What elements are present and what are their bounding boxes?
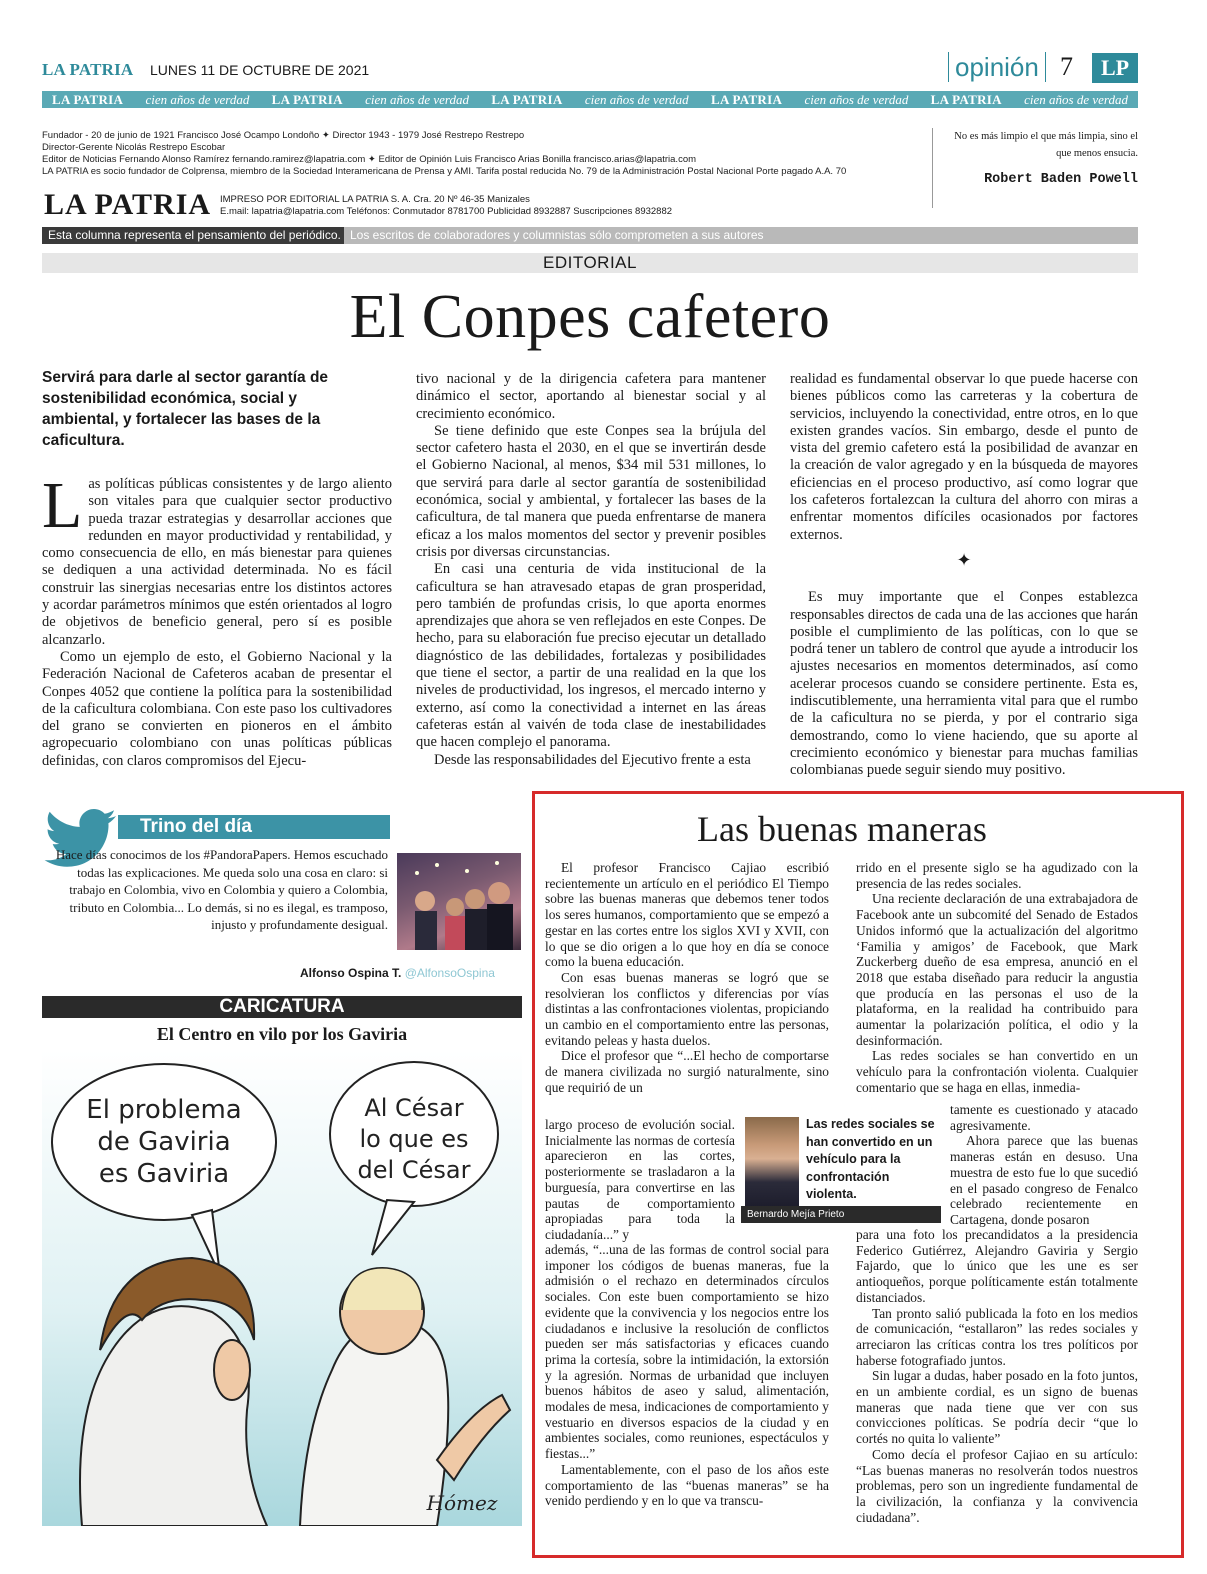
credits-line: Fundador - 20 de junio de 1921 Francisco José Ocampo Londoño ✦ Director 1943 - 1979 José Restrepo Restrepo — [42, 130, 525, 141]
credits-line: Editor de Noticias Fernando Alonso Ramírez fernando.ramirez@lapatria.com ✦ Editor de Opinión Luis Francisco Arias Bonilla francisco.arias@lapatria.com — [42, 154, 697, 165]
quote-author: Robert Baden Powell — [984, 172, 1138, 187]
speech-bubble-left-line: es Gaviria — [98, 1159, 230, 1189]
speech-bubble-right-line: lo que es — [359, 1125, 469, 1153]
masthead-logo: LA PATRIA — [44, 188, 212, 221]
author-byline: Bernardo Mejía Prieto — [741, 1206, 941, 1223]
quote-text: No es más limpio el que más limpia, sino el que menos ensucia. — [954, 131, 1138, 159]
paragraph: Lamentablemente, con el paso de los años este comportamiento de las “buenas maneras” se ha venido perdiendo y en lo que va transcu- — [545, 1461, 829, 1509]
paragraph: Como un ejemplo de esto, el Gobierno Nacional y la Federación Nacional de Cafeteros acaban de presentar el Conpes 4052 que contiene la política para la sostenibilidad de la caficultura colombiana. Con este paso los cultivadores del grano se convierten en pioneros en el ámbito agropecuario colombiano con unas políticas públicas definidas, con claros compromisos del Ejecu- — [42, 648, 392, 769]
editorial-title: El Conpes cafetero — [349, 283, 831, 351]
paragraph: as políticas públicas consistentes y de largo aliento son vitales para que cualquier sector productivo pueda trazar estrategias y desarrollar acciones que redunden en mayor productividad y rentabilidad, y como consecuencia de ello, en más bienestar para quienes se dediquen a una actividad determinada. No es fácil construir las sinergias necesarias entre los distintos actores y acordar parámetros mínimos que estén orientados al logro de objetivos de beneficio general, pero sí es posible alcanzarlo. — [42, 476, 392, 648]
editorial-column-2 — [416, 371, 766, 769]
paragraph: Como decía el profesor Cajiao en su artículo: “Las buenas maneras no resolverán todos nuestros problemas, pero son un ingrediente fundamental de la civilización, la confianza y la convivencia ciudadana”. — [856, 1446, 1138, 1525]
paragraph: Ahora parece que las buenas maneras están en desuso. Una muestra de esto fue lo que sucedió en el pasado congreso de Fenalco celebrado recientemente en Cartagena, donde posaron — [950, 1133, 1138, 1227]
imprint-line: E.mail: lapatria@lapatria.com Teléfonos: Conmutador 8781700 Publicidad 8932887 Suscripciones 8932882 — [220, 206, 673, 217]
paragraph: El profesor Francisco Cajiao escribió recientemente un artículo en el periódico El Tiempo sobre las buenas maneras que debemos tener todos los seres humanos, comportamiento que se empezó a gestar en las cortes entre los siglos XVI y XVII, con lo que se dio origen a lo que hoy en día se conoce como la buena educación. — [545, 860, 829, 970]
quote-box — [932, 128, 1138, 208]
imprint-info — [220, 194, 672, 218]
staff-credits — [42, 130, 922, 178]
paragraph: Sin lugar a dudas, haber posado en la foto juntos, en un ambiente cordial, es un signo de buenas maneras que nada tiene que ver con sus convicciones políticas. Se podría decir “que lo cortés no quita lo valiente” — [856, 1368, 1138, 1447]
column-text-2-wrap — [950, 1102, 1138, 1228]
credits-line: Director-Gerente Nicolás Restrepo Escobar — [42, 142, 226, 153]
cartoon-signature: Hómez — [426, 1491, 498, 1515]
column-text-1 — [545, 860, 829, 1096]
paragraph: Es muy importante que el Conpes establezca responsables directos de cada una de las acciones que harán posible el cumplimiento de las políticas, con lo que se podrá tener un tablero de control que ayude a introducir los ajustes necesarios en momentos determinados, así como acelerar procesos cuando se considere pertinente. Esta es, indiscutiblemente, una herramienta vital para que el rumbo de la caficultura no se pierda, y por el contrario siga demostrando, como lo viene haciendo, que su aporte al crecimiento económico y bienestar para muchas familias colombianas puede seguir siendo muy positivo. — [790, 589, 1138, 779]
speech-bubble-left-line: de Gaviria — [97, 1127, 231, 1157]
tagline-text: cien años de verdad — [145, 92, 250, 107]
tagline-text: cien años de verdad — [1024, 92, 1128, 107]
column-text-1-wrap — [545, 1117, 735, 1243]
disclaimer-band — [42, 227, 1138, 244]
tagline-name: LA PATRIA — [710, 92, 783, 107]
speech-bubble-right-line: del César — [357, 1156, 471, 1184]
paragraph: además, “...una de las formas de control social para imponer los códigos de buenas maneras, fue la admisión o el rechazo en determinados círculos sociales. Con este buen comportamiento se hizo evidente que la convivencia y los negocios entre los ciudadanos e inclusive la resolución de conflictos pueden ser más satisfactorias y eficaces cuando prima la cortesía, sobre la intimidación, la extorsión y la agresión. Normas de urbanidad que incluyen buenos hábitos de aseo y salud, alimentación, modales de mesa, indicaciones de comportamiento y vestuario en diversos espacios de la ciudad y en ambientes sociales, como reuniones, espectáculos y fiestas...” — [545, 1242, 829, 1462]
tagline-text: cien años de verdad — [365, 92, 470, 107]
paragraph: Dice el profesor que “...El hecho de comportarse de manera civilizada no surgió naturalmente, sino que requirió de un — [545, 1048, 829, 1095]
paragraph: tamente es cuestionado y atacado agresivamente. — [950, 1102, 1138, 1133]
paragraph: Se tiene definido que este Conpes sea la brújula del sector cafetero hasta el 2030, en el que se invertirán desde el Gobierno Nacional, al menos, $34 mil 531 millones, lo que servirá para darle al sector garantía de sostenibilidad económica, social y ambiental, y fortalecer las bases de la caficultura, de tal manera que pueda enfrentarse de manera eficaz a los malos momentos del sector y prevenir posibles crisis por diversas circunstancias. — [416, 422, 766, 560]
imprint-line: IMPRESO POR EDITORIAL LA PATRIA S. A. Cra. 20 Nº 46-35 Manizales — [220, 194, 530, 205]
speech-bubble-right-line: Al César — [364, 1094, 464, 1122]
column-text-2-cont — [856, 1227, 1138, 1525]
paragraph: Tan pronto salió publicada la foto en los medios de comunicación, “estallaron” las redes sociales y arreciaron las críticas contra los tres políticos por haberse fotografiado juntos. — [856, 1305, 1138, 1368]
header-date: LUNES 11 DE OCTUBRE DE 2021 — [150, 62, 370, 78]
tagline-name: LA PATRIA — [52, 92, 124, 107]
column-text-2 — [856, 860, 1138, 1096]
disclaimer-left: Esta columna representa el pensamiento del periódico. — [42, 227, 344, 244]
cartoon-illustration — [42, 1050, 522, 1526]
speech-bubble-left-line: El problema — [86, 1095, 242, 1125]
tagline-band — [42, 91, 1138, 108]
drop-cap: L — [42, 469, 83, 542]
caricatura-title: El Centro en vilo por los Gaviria — [156, 1024, 408, 1044]
page-number: 7 — [1060, 52, 1073, 81]
tagline-name: LA PATRIA — [491, 92, 563, 107]
paragraph: Desde las responsabilidades del Ejecutivo frente a esta — [434, 751, 751, 768]
paragraph: En casi una centuria de vida institucional de la caficultura se han atravesado etapas de gran prosperidad, pero también de profundas crisis, lo que aporta enormes aprendizajes que ahora se ven reflejados en este Conpes. De hecho, para su elaboración fue preciso ejecutar un detallado diagnóstico de las debilidades, fortalezas y posibilidades que tiene el sector, a partir de una realidad en la que los niveles de productividad, los ingresos, el mercado interno y externo, así como la conectividad a internet en las áreas cafeteras están al vaivén de toda clase de inestabilidades que hacen complejo el panorama. — [416, 561, 766, 751]
trino-author-name: Alfonso Ospina T. — [300, 966, 402, 980]
column-text-1-cont — [545, 1242, 829, 1509]
column-title: Las buenas maneras — [697, 809, 987, 849]
caricatura-label: CARICATURA — [42, 996, 522, 1018]
pull-quote: Las redes sociales se han convertido en un vehículo para la confrontación violenta. — [806, 1117, 935, 1201]
editorial-column-3 — [790, 371, 1138, 780]
paragraph: Una reciente declaración de una extrabajadora de Facebook ante un subcomité del Senado de Estados Unidos informó que la actualización del algoritmo ‘Familia y amigos’ de Facebook, que Mark Zuckerberg dueño de esa empresa, anunció en el 2018 que estaba diseñado para reducir la angustia que producía en las personas el uso de la plataforma, en la realidad ha contribuido para aumentar la polarización política, el odio y la desinformación. — [856, 891, 1138, 1048]
trino-text: Hace días conocimos de los #PandoraPapers. Hemos escuchado todas las explicaciones. Me queda solo una cosa en claro: si trabajo en Colombia, vivo en Colombia y quiero a Colombia, tributo en Colombia... Lo demás, si no es ilegal, es tramposo, injusto y profundamente desigual. — [55, 847, 388, 932]
paragraph: realidad es fundamental observar lo que puede hacerse con bienes públicos como las carreteras y la cobertura de servicios, incluyendo la conectividad, entre otros, en lo que existen grandes vacíos. Sin embargo, desde el punto de vista del gremio cafetero está la posibilidad de avanzar en la creación de valor agregado y en la búsqueda de mayores eficiencias en el proceso productivo, así como lograr que los cafeteros fortalezcan la cultura del ahorro con miras a enfrentar momentos difíciles ocasionados por factores externos. — [790, 371, 1138, 543]
trino-label: Trino del día — [118, 815, 390, 839]
trino-photo — [397, 853, 521, 950]
paragraph: tivo nacional y de la dirigencia cafetera para mantener dinámico el sector, aportando al bienestar social y al crecimiento económico. — [416, 371, 766, 422]
editorial-column-1 — [42, 469, 392, 770]
credits-line: LA PATRIA es socio fundador de Colprensa, miembro de la Sociedad Interamericana de Prensa y AMI. Tarifa postal reducida No. 79 de la Administración Postal Nacional Porte pagado A.A. 70 — [42, 166, 847, 177]
lp-badge: LP — [1092, 53, 1138, 83]
tagline-name: LA PATRIA — [271, 92, 343, 107]
header-paper-name: LA PATRIA — [42, 60, 134, 79]
editorial-deck: Servirá para darle al sector garantía de sostenibilidad económica, social y ambiental, y fortalecer las bases de la caficultura. — [42, 369, 329, 449]
trino-handle: @AlfonsoOspina — [404, 966, 495, 980]
author-portrait — [745, 1117, 799, 1210]
paragraph: Con esas buenas maneras se logró que se resolvieran los conflictos y diferencias por vías distintas a las confrontaciones violentas, propiciando un cambio en el comportamiento entre las personas, evitando peleas y hasta duelos. — [545, 969, 829, 1048]
section-label: opinión — [948, 52, 1046, 82]
paragraph: rrido en el presente siglo se ha agudizado con la presencia de las redes sociales. — [856, 860, 1138, 891]
tagline-name: LA PATRIA — [930, 92, 1002, 107]
tagline-text: cien años de verdad — [804, 92, 909, 107]
trino-author — [300, 966, 495, 980]
section-divider-star: ✦ — [956, 549, 972, 570]
paragraph: Las redes sociales se han convertido en un vehículo para la confrontación violenta. Cualquier comentario que se haga en ellas, inmedia- — [856, 1048, 1138, 1095]
disclaimer-right: Los escritos de colaboradores y columnistas sólo comprometen a sus autores — [344, 227, 1138, 244]
tagline-text: cien años de verdad — [584, 92, 689, 107]
paragraph: para una foto los precandidatos a la presidencia Federico Gutiérrez, Alejandro Gaviria y Sergio Fajardo, que lo único que les une es ser antioqueños, porque políticamente están totalmente distanciados. — [856, 1227, 1138, 1305]
editorial-section-label: EDITORIAL — [42, 253, 1138, 273]
paragraph: largo proceso de evolución social. Inicialmente las normas de cortesía aparecieron en las cortes, posteriormente se trasladaron a la burguesía, para convertirse en las pautas de comportamiento apropiadas para toda la ciudadanía...” y — [545, 1117, 735, 1242]
